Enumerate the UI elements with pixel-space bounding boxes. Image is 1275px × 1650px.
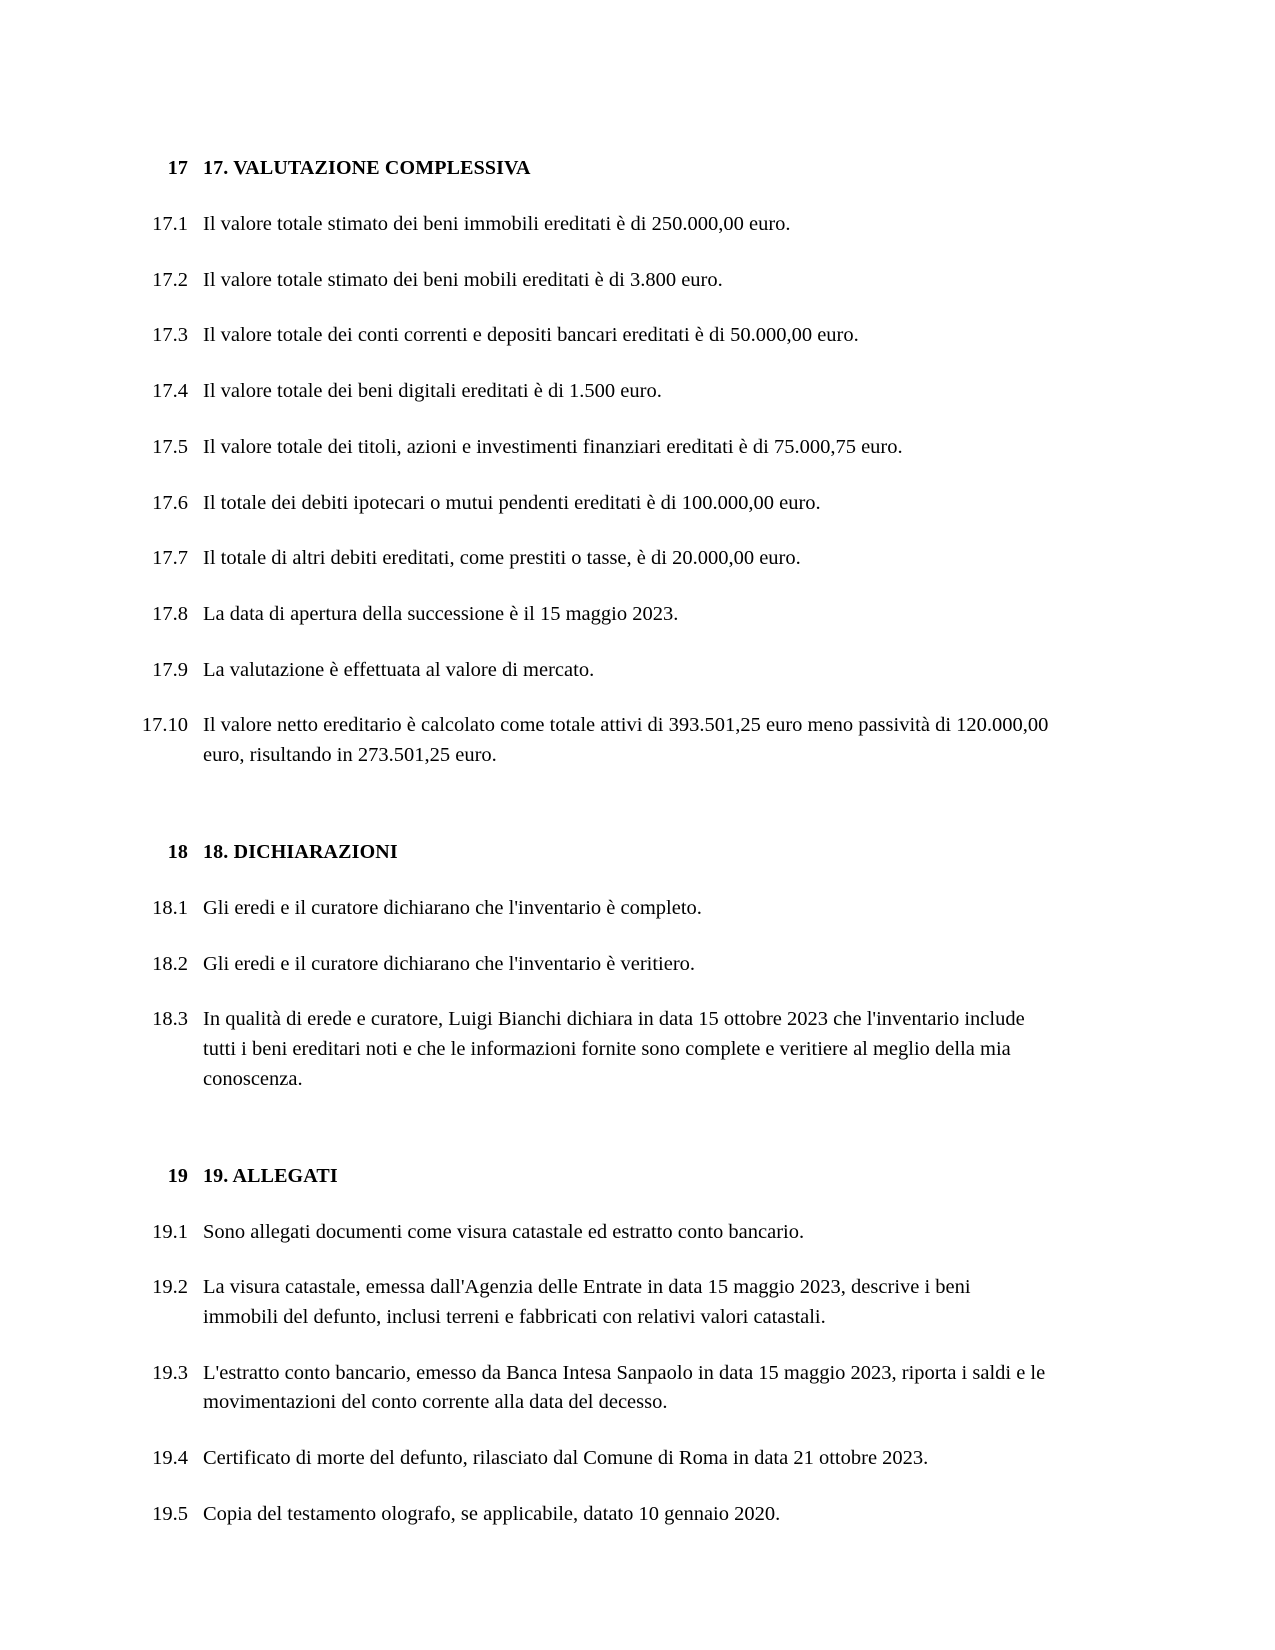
clause-number: 18.3 [152, 1008, 188, 1031]
clause-number: 17.3 [152, 324, 188, 347]
clause-text: Il valore totale stimato dei beni immobili ereditati è di 250.000,00 euro. [203, 213, 791, 235]
clause-text: La data di apertura della successione è il 15 maggio 2023. [203, 603, 679, 626]
clause-17.4 [130, 377, 1050, 407]
section-17 [130, 155, 1050, 771]
clause-17.6 [130, 489, 1050, 519]
section-number: 17 [167, 157, 188, 179]
clause-text: Il valore totale stimato dei beni mobili ereditati è di 3.800 euro. [203, 268, 723, 291]
section-title: 18. DICHIARAZIONI [203, 840, 398, 863]
clause-text: Gli eredi e il curatore dichiarano che l'inventario è completo. [203, 896, 702, 919]
clause-17.1 [130, 210, 1050, 240]
clause-number: 17.10 [141, 714, 188, 737]
clause-17.10 [130, 711, 1050, 770]
clause-text: Il totale dei debiti ipotecari o mutui pendenti ereditati è di 100.000,00 euro. [203, 491, 821, 514]
clause-number: 17.4 [152, 380, 188, 403]
clause-text: Il totale di altri debiti ereditati, come prestiti o tasse, è di 20.000,00 euro. [203, 547, 801, 570]
clause-19.1 [130, 1218, 1050, 1248]
clause-text: Il valore totale dei conti correnti e depositi bancari ereditati è di 50.000,00 euro. [203, 324, 859, 347]
clause-17.9 [130, 656, 1050, 686]
clause-number: 17.1 [152, 213, 188, 235]
clause-text: Copia del testamento olografo, se applicabile, datato 10 gennaio 2020. [203, 1502, 781, 1525]
clause-number: 17.7 [152, 547, 188, 570]
clause-text: Sono allegati documenti come visura catastale ed estratto conto bancario. [203, 1220, 805, 1243]
section-number: 18 [167, 840, 188, 863]
section-heading [130, 839, 1050, 866]
clause-number: 18.1 [152, 896, 188, 919]
clause-number: 17.6 [152, 491, 188, 514]
clause-text: In qualità di erede e curatore, Luigi Bianchi dichiara in data 15 ottobre 2023 che l'inventario include tutti i beni ereditari noti e che le informazioni fornite sono complete e veritiere al meglio della mia conoscenza. [203, 1008, 1025, 1090]
clause-18.2 [130, 950, 1050, 980]
clause-number: 17.2 [152, 268, 188, 291]
clause-text: La visura catastale, emessa dall'Agenzia delle Entrate in data 15 maggio 2023, descrive i beni immobili del defunto, inclusi terreni e fabbricati con relativi valori catastali. [203, 1276, 971, 1328]
clause-18.1 [130, 894, 1050, 924]
clause-18.3 [130, 1005, 1050, 1094]
clause-number: 19.4 [152, 1447, 188, 1470]
clause-number: 19.5 [152, 1502, 188, 1525]
section-heading [130, 155, 1050, 182]
section-19 [130, 1163, 1050, 1530]
clause-text: Certificato di morte del defunto, rilasciato dal Comune di Roma in data 21 ottobre 2023. [203, 1447, 929, 1470]
clause-text: La valutazione è effettuata al valore di mercato. [203, 658, 595, 681]
clause-text: Il valore totale dei beni digitali ereditati è di 1.500 euro. [203, 380, 662, 403]
section-title: 19. ALLEGATI [203, 1164, 338, 1187]
section-18 [130, 839, 1050, 1095]
clause-number: 17.8 [152, 603, 188, 626]
clause-text: Il valore totale dei titoli, azioni e investimenti finanziari ereditati è di 75.000,75 euro. [203, 435, 903, 458]
clause-number: 17.5 [152, 435, 188, 458]
document-body [130, 155, 1050, 1530]
clause-number: 19.3 [152, 1361, 188, 1384]
clause-19.2 [130, 1273, 1050, 1332]
clause-17.7 [130, 544, 1050, 574]
clause-number: 18.2 [152, 952, 188, 975]
clause-text: Gli eredi e il curatore dichiarano che l'inventario è veritiero. [203, 952, 696, 975]
clause-number: 17.9 [152, 658, 188, 681]
section-number: 19 [167, 1164, 188, 1187]
clause-text: L'estratto conto bancario, emesso da Banca Intesa Sanpaolo in data 15 maggio 2023, riporta i saldi e le movimentazioni del conto corrente alla data del decesso. [203, 1361, 1046, 1414]
clause-number: 19.2 [152, 1276, 188, 1299]
clause-number: 19.1 [152, 1220, 188, 1243]
clause-17.2 [130, 266, 1050, 296]
clause-19.3 [130, 1359, 1050, 1418]
clause-19.4 [130, 1444, 1050, 1474]
clause-text: Il valore netto ereditario è calcolato come totale attivi di 393.501,25 euro meno passività di 120.000,00 euro, risultando in 273.501,25 euro. [203, 714, 1049, 767]
clause-17.5 [130, 433, 1050, 463]
section-heading [130, 1163, 1050, 1190]
section-title: 17. VALUTAZIONE COMPLESSIVA [203, 157, 531, 179]
clause-17.3 [130, 321, 1050, 351]
clause-19.5 [130, 1500, 1050, 1530]
clause-17.8 [130, 600, 1050, 630]
